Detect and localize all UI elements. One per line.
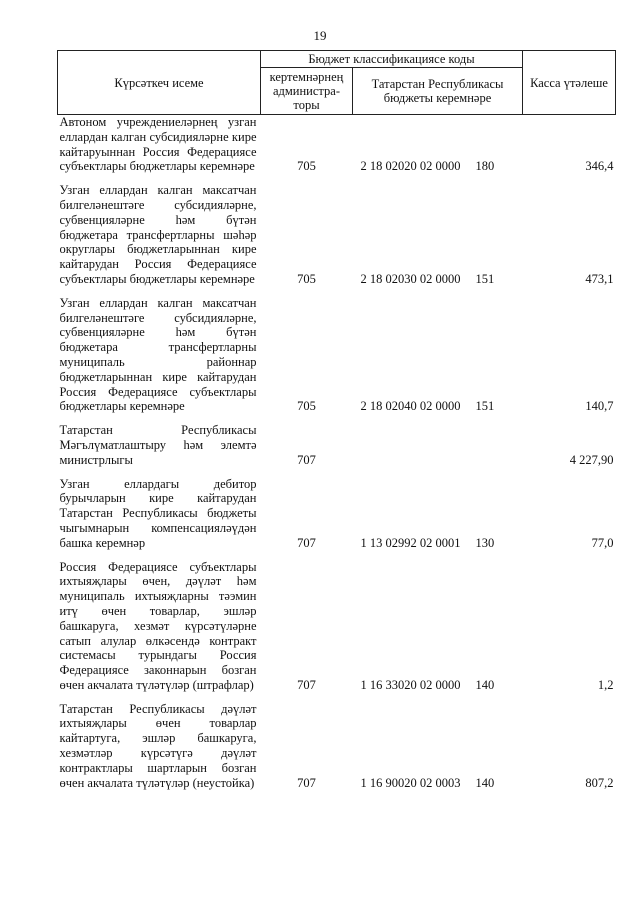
row-amount: 1,2 (597, 677, 614, 692)
table-row (58, 560, 616, 702)
header-indicator: Күрсәткеч исеме (58, 51, 261, 115)
table-header (58, 51, 616, 115)
row-name: Узган еллардан калган максатчан билгеләнештәге субсидияләрне, субвенцияләрне һәм бүтән бюджетара трансфертларны муниципаль районнар бюджетларыннан кире кайтарудан Россия Федерациясе субъектлары бюджетлары керемнәре (59, 295, 257, 414)
header-revenue: Татарстан Республикасы бюджеты керемнәре (353, 68, 523, 115)
row-admin: 707 (297, 775, 316, 790)
table-row (58, 702, 616, 800)
row-type (473, 423, 523, 476)
row-name: Узган еллардан калган максатчан билгеләнештәге субсидияләрне, субвенцияләрне һәм бүтән бюджетара трансфертларны шәһәр округлары бюджетларыннан кире кайтарудан Россия Федерациясе субъектлары бюджетлары керемнәре (59, 183, 257, 286)
row-code: 2 18 02030 02 0000 (360, 271, 461, 286)
row-code: 1 16 90020 02 0003 (360, 775, 461, 790)
table-row (58, 183, 616, 296)
row-name: Автоном учреждениеләрнең узган еллардан калган субсидияләрне кире кайтаруыннан Россия Федерациясе субъектлары бюджетлары керемнәре (59, 115, 257, 174)
row-name: Узган еллардагы дебитор бурычларын кире кайтарудан Татарстан Республикасы бюджеты чыгымнарын компенсацияләүдән башка керемнәр (59, 476, 257, 550)
row-amount: 77,0 (591, 535, 614, 550)
row-name: Россия Федерациясе субъектлары ихтыяҗлары өчен, дәүләт һәм муниципаль ихтыяҗларны тәэмин итү өчен товарлар, эшләр башкаруга, хезмәт күрсәтүләрне сатып алулар өлкәсендә контракт системасы турындагы Россия Федерациясе законнарын бозган өчен акчалата түләтүләр (штрафлар) (59, 559, 257, 692)
budget-table (57, 50, 616, 799)
row-type: 151 (475, 399, 495, 414)
row-type: 180 (475, 159, 495, 174)
row-code: 2 18 02020 02 0000 (360, 159, 461, 174)
row-type: 140 (475, 775, 495, 790)
row-amount: 473,1 (585, 271, 614, 286)
row-admin: 705 (297, 399, 316, 414)
table-row (58, 296, 616, 423)
table-row (58, 423, 616, 476)
row-amount: 140,7 (585, 399, 614, 414)
row-name: Татарстан Республикасы Мәгълүматлаштыру һәм элемтә министрлыгы (59, 423, 257, 467)
table-body (58, 115, 616, 800)
row-code: 2 18 02040 02 0000 (360, 399, 461, 414)
row-admin: 705 (297, 159, 316, 174)
table-row (58, 477, 616, 560)
row-amount: 346,4 (585, 159, 614, 174)
row-admin: 707 (297, 677, 316, 692)
header-cash: Касса үтәлеше (523, 51, 616, 115)
row-admin: 707 (297, 535, 316, 550)
row-amount: 807,2 (585, 775, 614, 790)
row-type: 151 (475, 271, 495, 286)
header-admin: кертемнәрнең администра-торы (261, 68, 353, 115)
header-budget-code-group: Бюджет классификациясе коды (261, 51, 523, 68)
table-row (58, 115, 616, 184)
page-number: 19 (313, 28, 327, 43)
row-code: 1 16 33020 02 0000 (360, 677, 461, 692)
row-admin: 705 (297, 271, 316, 286)
row-name: Татарстан Республикасы дәүләт ихтыяҗлары өчен товарлар кайтартуга, эшләр башкаруга, хезмәтләр күрсәтүгә дәүләт контрактлары шартларын бозган өчен акчалата түләтүләр (неустойка) (59, 701, 257, 790)
row-type: 130 (475, 535, 495, 550)
row-code (353, 423, 473, 476)
row-admin: 707 (297, 452, 316, 467)
row-code: 1 13 02992 02 0001 (360, 535, 461, 550)
row-type: 140 (475, 677, 495, 692)
row-amount: 4 227,90 (569, 452, 614, 467)
